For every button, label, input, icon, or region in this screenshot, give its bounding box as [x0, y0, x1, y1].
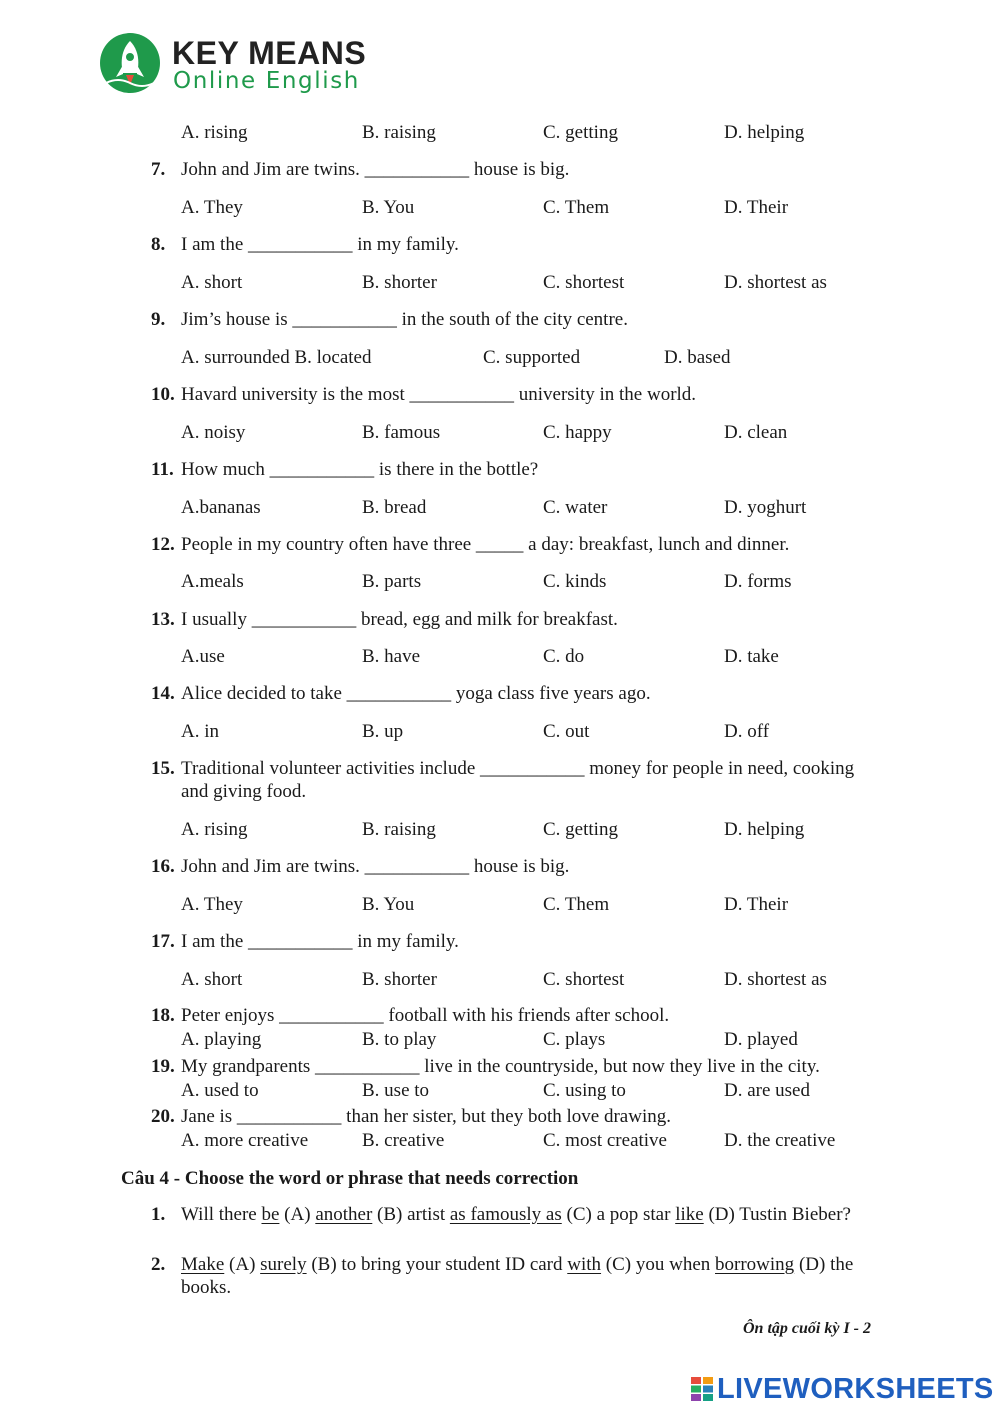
question-text: John and Jim are twins. ___________ house is big. [181, 856, 570, 877]
question-number: 9. [151, 309, 166, 330]
question-text: Traditional volunteer activities include ___________ money for people in need, cooking and giving food. [181, 758, 855, 802]
option-a: A. in [181, 721, 219, 742]
option-b: B. raising [362, 122, 436, 143]
text-segment: (C) a pop star [561, 1204, 676, 1225]
question-text: Havard university is the most ___________ university in the world. [181, 384, 697, 405]
option-b: C. supported [483, 347, 581, 368]
option-b: B. shorter [362, 969, 437, 990]
underlined-segment-b: surely [260, 1254, 307, 1275]
option-d: D. helping [724, 122, 805, 143]
logo-subtitle: Online English [173, 68, 360, 94]
option-a: A. short [181, 272, 243, 293]
option-a: A. playing [181, 1029, 262, 1050]
question-number: 11. [151, 459, 174, 480]
question-number: 19. [151, 1056, 175, 1077]
text-segment: (D) Tustin Bieber? [703, 1204, 851, 1225]
option-a: A.bananas [181, 497, 261, 518]
option-d: D. are used [724, 1080, 810, 1101]
question-text: People in my country often have three _____ a day: breakfast, lunch and dinner. [181, 534, 790, 555]
logo-title: KEY MEANS [172, 35, 367, 71]
underlined-segment-c: with [567, 1254, 602, 1275]
option-c: C. shortest [543, 272, 625, 293]
option-d: D. take [724, 646, 779, 667]
key-means-logo [100, 33, 400, 93]
option-b: B. You [362, 197, 415, 218]
underlined-segment-d: like [675, 1204, 704, 1225]
option-d: D. yoghurt [724, 497, 807, 518]
question-text: My grandparents ___________ live in the countryside, but now they live in the city. [181, 1056, 820, 1077]
text-segment: (A) [224, 1254, 261, 1275]
liveworksheets-logo [691, 1372, 994, 1406]
option-b: B. raising [362, 819, 436, 840]
underlined-segment-a: be [261, 1204, 280, 1225]
option-a: A. surrounded B. located [181, 347, 372, 368]
item-number: 1. [151, 1204, 166, 1225]
option-d: D. shortest as [724, 969, 827, 990]
question-text: I am the ___________ in my family. [181, 234, 459, 255]
option-c: C. getting [543, 122, 618, 143]
option-d: D. helping [724, 819, 805, 840]
text-segment: (C) you when [601, 1254, 716, 1275]
question-number: 14. [151, 683, 175, 704]
question-text: I am the ___________ in my family. [181, 931, 459, 952]
option-b: B. bread [362, 497, 427, 518]
question-number: 12. [151, 534, 175, 555]
text-segment: (B) to bring your student ID card [306, 1254, 568, 1275]
option-a: A. short [181, 969, 243, 990]
option-b: B. have [362, 646, 421, 667]
underlined-segment-d: borrowing [715, 1254, 795, 1275]
option-b: B. shorter [362, 272, 437, 293]
option-c: C. do [543, 646, 585, 667]
option-c: C. kinds [543, 571, 607, 592]
item-number: 2. [151, 1254, 166, 1275]
option-b: B. You [362, 894, 415, 915]
option-c: C. using to [543, 1080, 626, 1101]
option-b: B. up [362, 721, 404, 742]
option-d: D. Their [724, 894, 789, 915]
option-d: D. the creative [724, 1130, 836, 1151]
option-a: A. rising [181, 122, 248, 143]
item-text [181, 1253, 871, 1299]
question-text: Alice decided to take ___________ yoga class five years ago. [181, 683, 651, 704]
option-c: C. getting [543, 819, 618, 840]
option-a: A. rising [181, 819, 248, 840]
question-number: 15. [151, 758, 175, 779]
rocket-logo-icon [100, 33, 160, 93]
item-text [181, 1203, 871, 1226]
page-footer: Ôn tập cuối kỳ I - 2 [743, 1320, 871, 1337]
option-a: A. They [181, 197, 243, 218]
option-d: D. shortest as [724, 272, 827, 293]
option-a: A. more creative [181, 1130, 309, 1151]
text-segment: Will there [181, 1204, 262, 1225]
option-b: B. use to [362, 1080, 430, 1101]
question-number: 8. [151, 234, 166, 255]
question-number: 10. [151, 384, 175, 405]
text-segment: (B) artist [372, 1204, 450, 1225]
underlined-segment-b: another [315, 1204, 373, 1225]
option-c: C. water [543, 497, 608, 518]
correction-item [0, 1253, 999, 1301]
liveworksheets-text: LIVEWORKSHEETS [717, 1373, 994, 1405]
option-c: C. Them [543, 894, 610, 915]
text-segment: (A) [279, 1204, 316, 1225]
option-a: A.meals [181, 571, 244, 592]
option-a: A. They [181, 894, 243, 915]
option-d: D. forms [724, 571, 792, 592]
option-c: D. based [664, 347, 731, 368]
option-c: C. shortest [543, 969, 625, 990]
liveworksheets-blocks-icon [691, 1377, 713, 1401]
question-number: 16. [151, 856, 175, 877]
correction-item [0, 1203, 999, 1251]
section-4-title: Câu 4 - Choose the word or phrase that needs correction [121, 1168, 579, 1189]
option-a: A.use [181, 646, 225, 667]
question-text: John and Jim are twins. ___________ house is big. [181, 159, 570, 180]
option-d: D. off [724, 721, 770, 742]
option-c: C. happy [543, 422, 612, 443]
question-number: 20. [151, 1106, 175, 1127]
option-d: D. Their [724, 197, 789, 218]
option-c: C. Them [543, 197, 610, 218]
question-number: 13. [151, 609, 175, 630]
option-a: A. noisy [181, 422, 246, 443]
option-c: C. out [543, 721, 590, 742]
question-number: 7. [151, 159, 166, 180]
question-text: Jane is ___________ than her sister, but they both love drawing. [181, 1106, 671, 1127]
question-number: 17. [151, 931, 175, 952]
option-b: B. to play [362, 1029, 437, 1050]
option-c: C. most creative [543, 1130, 667, 1151]
option-d: D. clean [724, 422, 788, 443]
option-b: B. famous [362, 422, 441, 443]
question-text: Jim’s house is ___________ in the south of the city centre. [181, 309, 628, 330]
option-b: B. creative [362, 1130, 445, 1151]
option-c: C. plays [543, 1029, 606, 1050]
option-d: D. played [724, 1029, 798, 1050]
question-text: I usually ___________ bread, egg and milk for breakfast. [181, 609, 618, 630]
underlined-segment-c: as famously as [449, 1204, 562, 1225]
text-segment: (D) the books. [181, 1254, 854, 1298]
question-number: 18. [151, 1005, 175, 1026]
question-text: Peter enjoys ___________ football with his friends after school. [181, 1005, 670, 1026]
option-b: B. parts [362, 571, 422, 592]
option-a: A. used to [181, 1080, 259, 1101]
question-text: How much ___________ is there in the bottle? [181, 459, 539, 480]
underlined-segment-a: Make [181, 1254, 225, 1275]
